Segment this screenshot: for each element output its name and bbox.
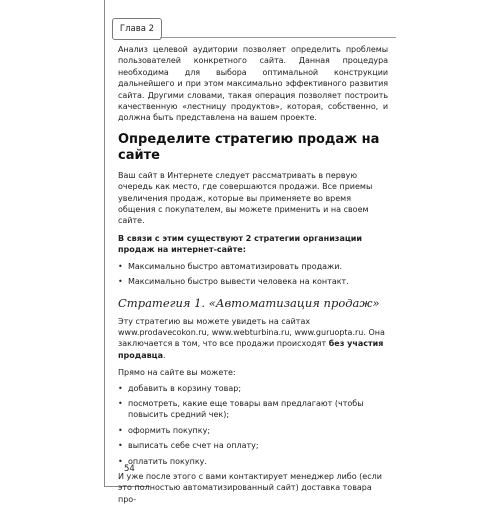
list-item [118,456,388,467]
list-item [118,261,388,272]
chapter-label: Глава 2 [119,24,155,34]
bullet-icon: • [118,277,123,287]
chapter-tab [112,18,162,40]
page-number: 54 [124,464,135,474]
subsection-paragraph-start: Эту стратегию вы можете увидеть на сайтах www.prodavecokon.ru, www.webturbina.ru, www.guruopta.ru. Она заключается в том, что все продажи происходят [118,316,385,349]
page-left-rule [104,0,105,487]
actions-list [118,383,388,467]
actions-lead-in: Прямо на сайте вы можете: [118,368,236,378]
list-item [118,425,388,436]
list-item [118,276,388,287]
bullet-icon: • [118,383,123,393]
strategy-item-1: Максимально быстро автоматизировать продажи. [128,261,343,271]
action-item-4: выписать себе счет на оплату; [128,441,259,451]
closing-paragraph: И уже после этого с вами контактирует менеджер либо (если это полностью автоматизированный сайт) доставка товара про- [118,471,382,504]
list-item [118,398,388,421]
bullet-icon: • [118,398,123,408]
page-content [118,44,388,505]
action-item-3: оформить покупку; [128,425,211,435]
action-item-2: посмотреть, какие еще товары вам предлагают (чтобы повысить средний чек); [128,398,364,420]
bullet-icon: • [118,456,123,466]
subsection-paragraph-end: . [163,350,166,360]
section-heading: Определите стратегию продаж на сайте [118,131,380,163]
intro-paragraph: Анализ целевой аудитории позволяет определить проблемы пользователей конкретного сайта. Данная процедура необходима для выбора оптимальной конструкции дальнейшего и при этом максимально эффективного развития сайта. Другими словами, такая операция позволяет построить качественную «лестницу продуктов», которая, собственно, и должна быть представлена на вашем проекте. [118,45,388,123]
strategies-list [118,261,388,288]
strategy-item-2: Максимально быстро вывести человека на контакт. [128,277,349,287]
bullet-icon: • [118,425,123,435]
strategies-statement: В связи с этим существуют 2 стратегии организации продаж на интернет-сайте: [118,233,362,255]
bullet-icon: • [118,261,123,271]
subsection-heading: Стратегия 1. «Автоматизация продаж» [118,295,380,310]
header-rule [160,37,396,38]
section-paragraph: Ваш сайт в Интернете следует рассматривать в первую очередь как место, где совершаются продажи. Все приемы увеличения продаж, которые вы применяете во время общения с покупателем, вы можете применить и на своем сайте. [118,170,373,226]
action-item-5: оплатить покупку. [128,456,207,466]
list-item [118,383,388,394]
list-item [118,440,388,451]
subsection-paragraph [118,316,388,362]
action-item-1: добавить в корзину товар; [128,383,242,393]
bullet-icon: • [118,441,123,451]
subsection-paragraph-bold: без участия продавца [118,339,384,360]
